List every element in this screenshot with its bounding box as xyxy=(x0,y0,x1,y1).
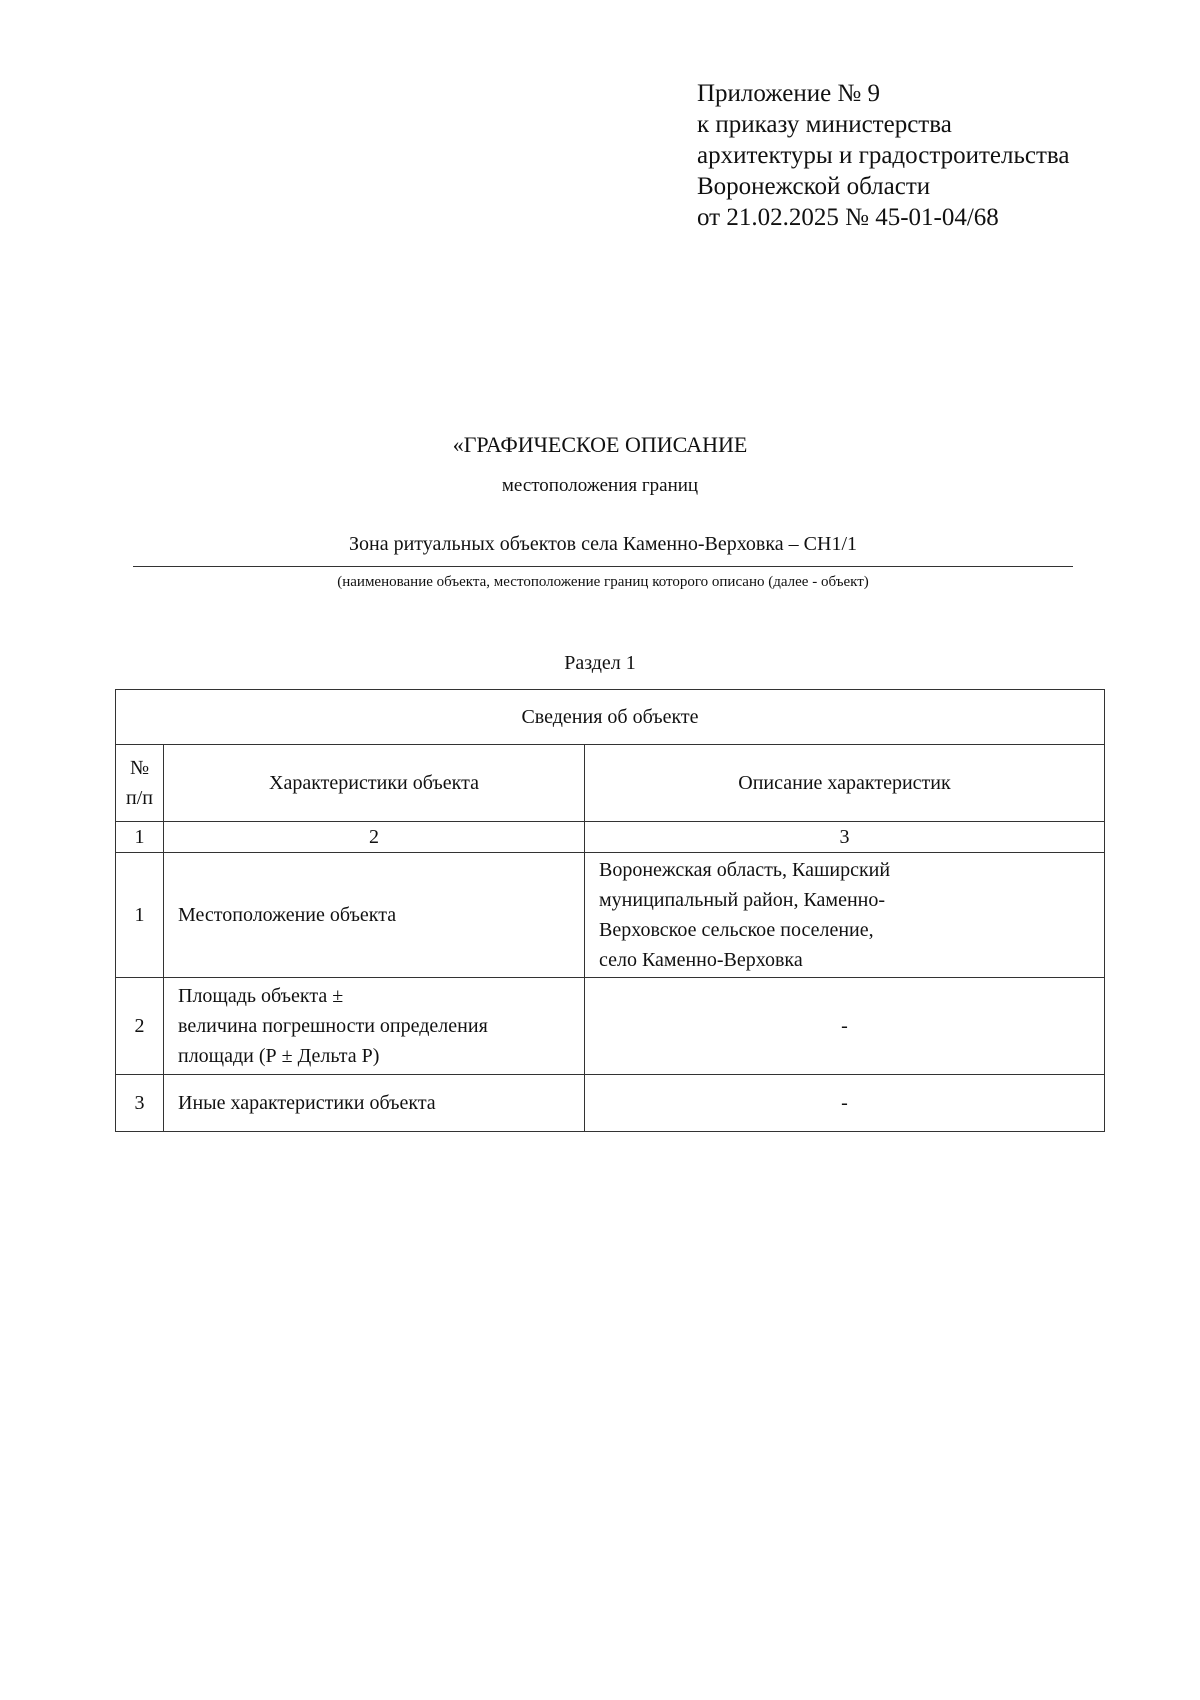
row-num: 2 xyxy=(116,978,164,1075)
appendix-line: к приказу министерства xyxy=(697,111,952,138)
column-number: 2 xyxy=(164,822,585,853)
column-number: 3 xyxy=(585,822,1105,853)
document-title: «ГРАФИЧЕСКОЕ ОПИСАНИЕ xyxy=(452,432,748,457)
row-description: - xyxy=(585,1075,1105,1132)
appendix-line: Воронежской области xyxy=(697,173,931,200)
table-row xyxy=(116,1075,1105,1132)
table-caption-row xyxy=(116,690,1105,745)
object-name-caption: (наименование объекта, местоположение границ которого описано (далее - объект) xyxy=(337,574,869,590)
object-info-table xyxy=(115,689,1105,1132)
row-num: 1 xyxy=(116,853,164,978)
table-header-row xyxy=(116,745,1105,822)
appendix-line: архитектуры и градостроительства xyxy=(697,142,1070,169)
section-title: Раздел 1 xyxy=(564,652,636,674)
column-number: 1 xyxy=(116,822,164,853)
row-description: - xyxy=(585,978,1105,1075)
row-characteristic: Местоположение объекта xyxy=(164,853,585,978)
row-characteristic: Иные характеристики объекта xyxy=(164,1075,585,1132)
row-characteristic: Площадь объекта ± величина погрешности определения площади (Р ± Дельта Р) xyxy=(164,978,585,1075)
header-characteristics: Характеристики объекта xyxy=(164,745,585,822)
underline-divider xyxy=(133,566,1073,567)
row-num: 3 xyxy=(116,1075,164,1132)
appendix-line: Приложение № 9 xyxy=(697,80,881,107)
appendix-header xyxy=(697,78,1069,233)
document-subtitle: местоположения границ xyxy=(501,475,699,496)
column-number-row xyxy=(116,822,1105,853)
table-row xyxy=(116,853,1105,978)
header-description: Описание характеристик xyxy=(585,745,1105,822)
row-description: Воронежская область, Каширский муниципальный район, Каменно- Верховское сельское поселение, село Каменно-Верховка xyxy=(585,853,1105,978)
table-row xyxy=(116,978,1105,1075)
header-num: № п/п xyxy=(116,745,164,822)
appendix-line: от 21.02.2025 № 45-01-04/68 xyxy=(697,204,999,231)
object-name: Зона ритуальных объектов села Каменно-Верховка – СН1/1 xyxy=(348,533,858,555)
table-caption: Сведения об объекте xyxy=(116,690,1105,745)
